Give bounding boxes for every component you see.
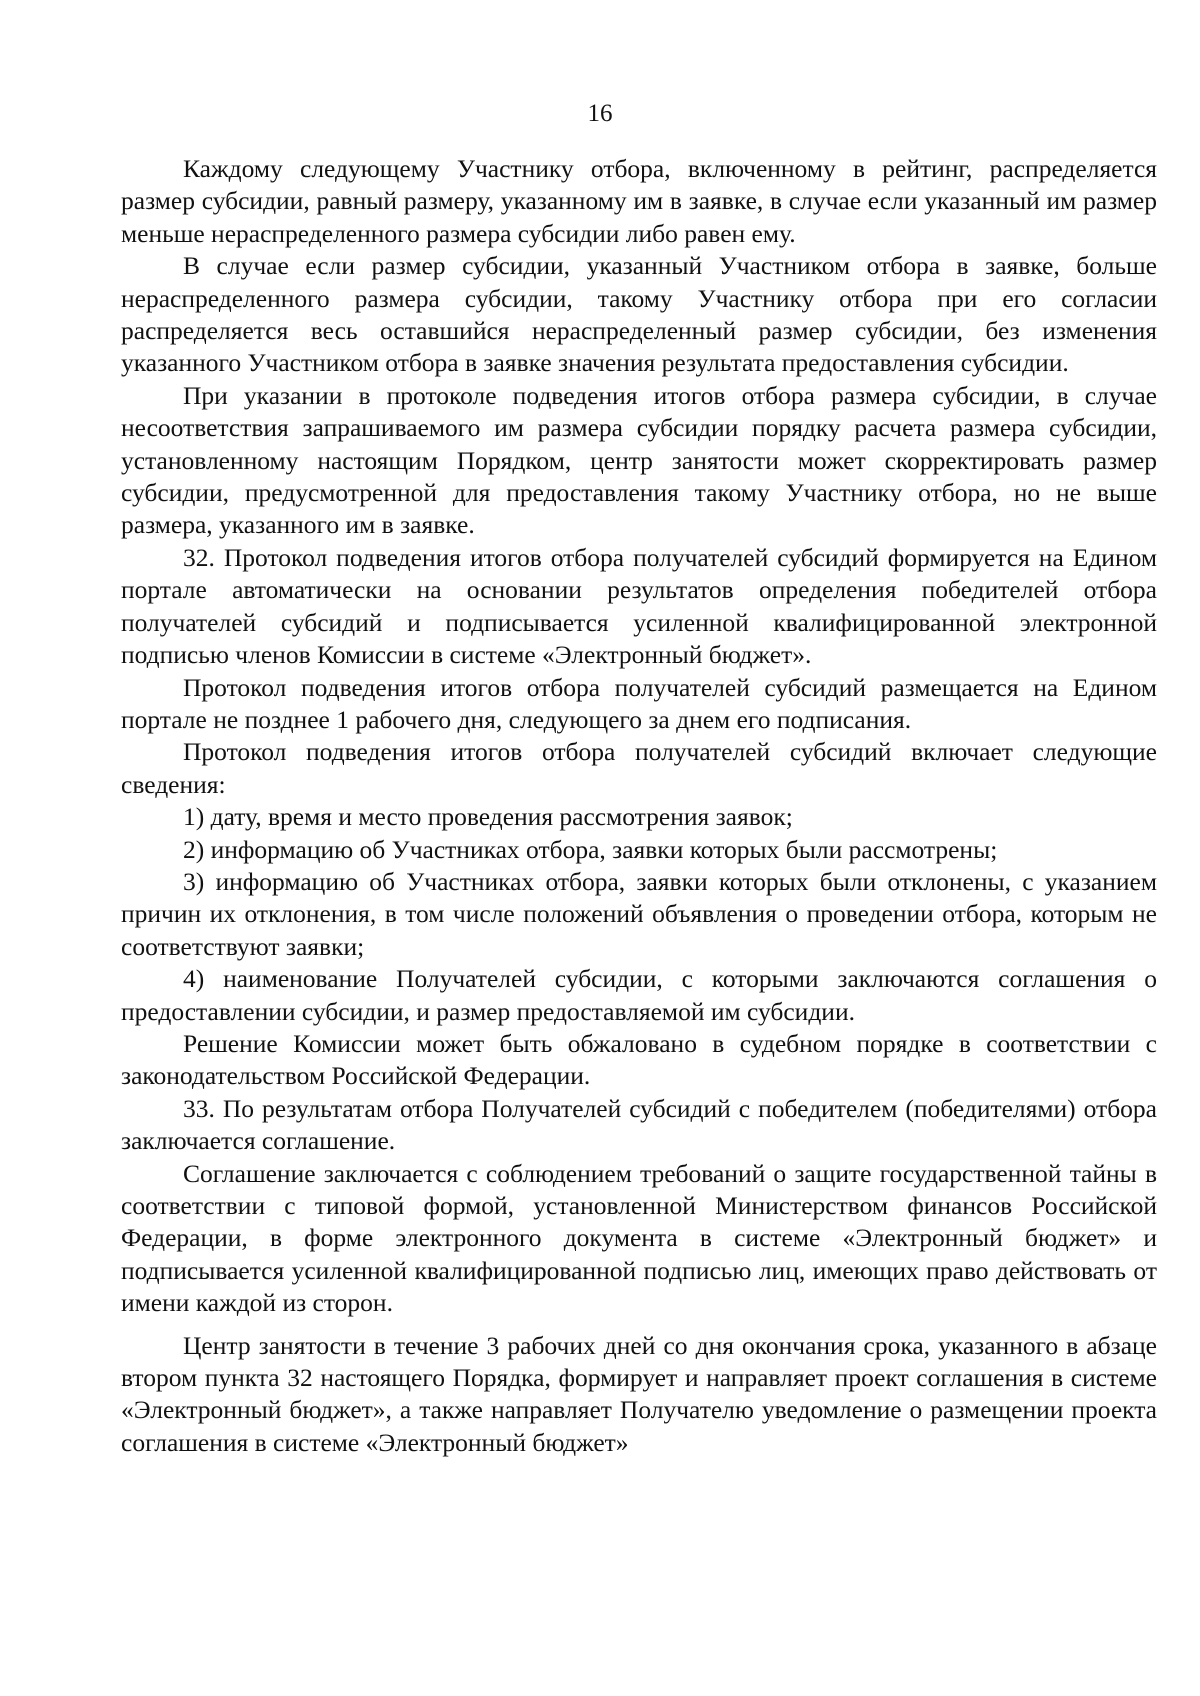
- paragraph-appeal: Решение Комиссии может быть обжаловано в судебном порядке в соответствии с законодательством Российской Федерации.: [121, 1028, 1157, 1091]
- paragraph-clause-32: 32. Протокол подведения итогов отбора получателей субсидий формируется на Едином портале автоматически на основании результатов определения победителей отбора получателей субсидий и подписывается усиленной квалифицированной электронной подписью членов Комиссии в системе «Электронный бюджет».: [121, 542, 1157, 670]
- paragraph-remaining-subsidy: В случае если размер субсидии, указанный Участником отбора в заявке, больше нераспределенного размера субсидии, такому Участнику отбора при его согласии распределяется весь оставшийся нераспределенный размер субсидии, без изменения указанного Участником отбора в заявке значения результата предоставления субсидии.: [121, 251, 1157, 378]
- paragraph-rating-distribution: Каждому следующему Участнику отбора, включенному в рейтинг, распределяется размер субсидии, равный размеру, указанному им в заявке, в случае если указанный им размер меньше нераспределенного размера субсидии либо равен ему.: [121, 154, 1157, 248]
- paragraph-size-correction: При указании в протоколе подведения итогов отбора размера субсидии, в случае несоответствия запрашиваемого им размера субсидии порядку расчета размера субсидии, установленному настоящим Порядком, центр занятости может скорректировать размер субсидии, предусмотренной для предоставления такому Участнику отбора, но не выше размера, указанного им в заявке.: [121, 380, 1157, 540]
- list-item-2: 2) информацию об Участниках отбора, заявки которых были рассмотрены;: [183, 834, 998, 864]
- document-body: [121, 153, 1157, 1459]
- list-item-4: 4) наименование Получателей субсидии, с которыми заключаются соглашения о предоставлении субсидии, и размер предоставляемой им субсидии.: [121, 964, 1157, 1026]
- paragraph-protocol-publication: Протокол подведения итогов отбора получателей субсидий размещается на Едином портале не позднее 1 рабочего дня, следующего за днем его подписания.: [121, 672, 1157, 734]
- paragraph-clause-33: 33. По результатам отбора Получателей субсидий с победителем (победителями) отбора заключается соглашение.: [121, 1093, 1157, 1156]
- paragraph-agreement-terms: Соглашение заключается с соблюдением требований о защите государственной тайны в соответствии с типовой формой, установленной Министерством финансов Российской Федерации, в форме электронного документа в системе «Электронный бюджет» и подписывается усиленной квалифицированной подписью лиц, имеющих право действовать от имени каждой из сторон.: [121, 1158, 1157, 1318]
- list-item-3: 3) информацию об Участниках отбора, заявки которых были отклонены, с указанием причин их отклонения, в том числе положений объявления о проведении отбора, которым не соответствуют заявки;: [121, 866, 1157, 961]
- list-item-1: 1) дату, время и место проведения рассмотрения заявок;: [183, 802, 793, 832]
- paragraph-protocol-contents: Протокол подведения итогов отбора получателей субсидий включает следующие сведения:: [121, 737, 1157, 799]
- paragraph-employment-center: Центр занятости в течение 3 рабочих дней со дня окончания срока, указанного в абзаце втором пункта 32 настоящего Порядка, формирует и направляет проект соглашения в системе «Электронный бюджет», а также направляет Получателю уведомление о размещении проекта соглашения в системе «Электронный бюджет»: [121, 1330, 1157, 1457]
- page-number: 16: [587, 100, 613, 127]
